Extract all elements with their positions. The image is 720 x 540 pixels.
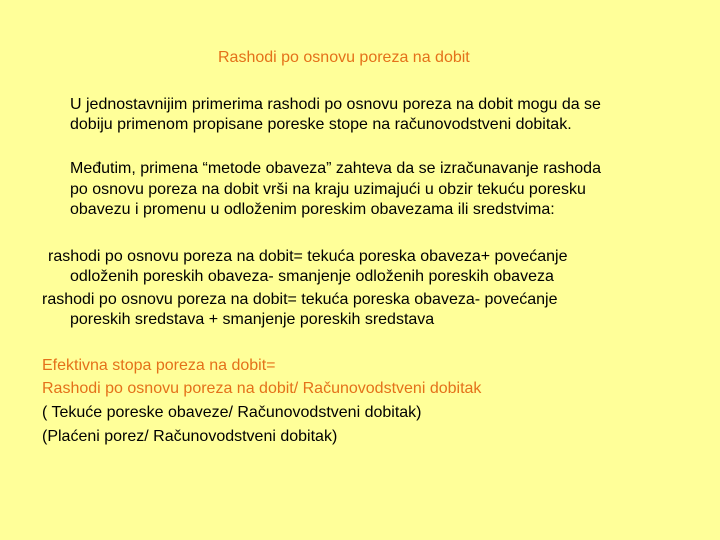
formula-line: rashodi po osnovu poreza na dobit= tekuća poreska obaveza+ povećanje [48,248,568,265]
slide-title: Rashodi po osnovu poreza na dobit [218,49,470,66]
alternative-rate-line: ( Tekuće poreske obaveze/ Računovodstveni dobitak) [42,404,422,421]
effective-rate-line: Rashodi po osnovu poreza na dobit/ Računovodstveni dobitak [42,380,482,397]
paragraph-line: dobiju primenom propisane poreske stope na računovodstveni dobitak. [70,116,572,133]
paragraph-line: po osnovu poreza na dobit vrši na kraju uzimajući u obzir tekuću poresku [70,181,586,198]
paragraph-line: Međutim, primena “metode obaveza” zahteva da se izračunavanje rashoda [70,160,601,177]
paragraph-line: U jednostavnijim primerima rashodi po osnovu poreza na dobit mogu da se [70,96,601,113]
formula-line: odloženih poreskih obaveza- smanjenje odloženih poreskih obaveza [70,268,554,285]
paragraph-line: obavezu i promenu u odloženim poreskim obavezama ili sredstvima: [70,201,555,218]
formula-line: poreskih sredstava + smanjenje poreskih sredstava [70,311,435,328]
effective-rate-line: Efektivna stopa poreza na dobit= [42,357,276,374]
formula-line: rashodi po osnovu poreza na dobit= tekuća poreska obaveza- povećanje [42,291,558,308]
alternative-rate-line: (Plaćeni porez/ Računovodstveni dobitak) [42,428,338,445]
